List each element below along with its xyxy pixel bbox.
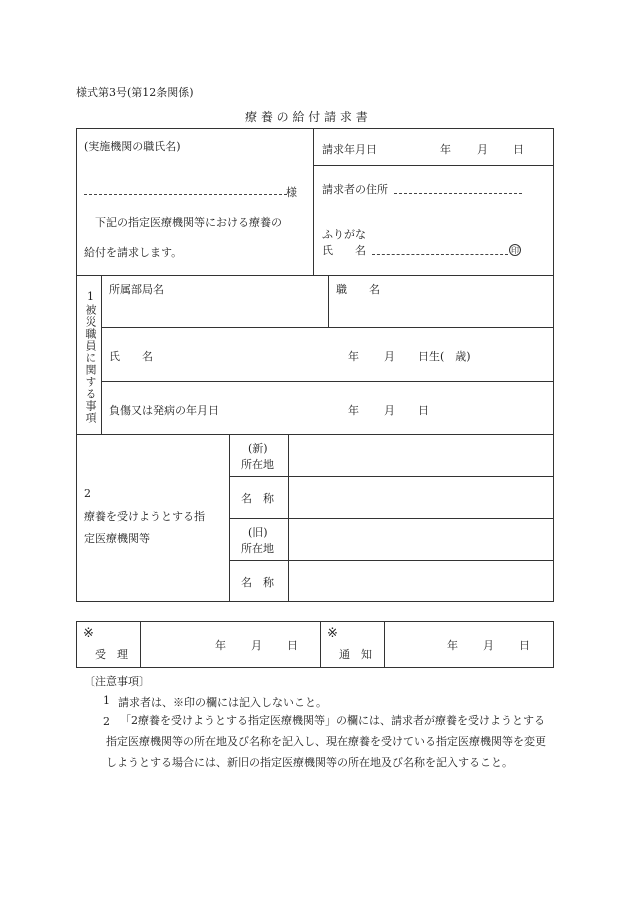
new-tag: (新): [248, 442, 268, 455]
form-number: 様式第3号(第12条関係): [76, 86, 194, 99]
recipient-name-line[interactable]: [84, 194, 287, 195]
recipient-header: (実施機関の職氏名): [84, 140, 181, 153]
new-location-label: 所在地: [241, 458, 274, 471]
note2-text: 「2療養を受けようとする指定医療機関等」の欄には、請求者が療養を受けようとする指定医療機関等の所在地及び名称を記入し、現在療養を受けている指定医療機関等を変更しようとする場合には、新旧の指定医療機関等の所在地及び名称を記入すること。: [106, 714, 546, 769]
address-line[interactable]: [394, 193, 522, 194]
furigana-label: ふりがな: [322, 228, 366, 241]
injury-day[interactable]: 日: [418, 404, 429, 417]
section2-number: 2: [84, 487, 91, 500]
injury-month[interactable]: 月: [384, 404, 395, 417]
request-date-year[interactable]: 年: [440, 143, 451, 156]
injury-date-label: 負傷又は発病の年月日: [109, 404, 219, 417]
old-name-label: 名 称: [241, 576, 274, 589]
post-label: 職 名: [336, 283, 380, 296]
notified-mark: ※: [327, 626, 338, 641]
request-text-line1: 下記の指定医療機関等における療養の: [95, 216, 282, 229]
received-year: 年: [215, 639, 226, 652]
birth-suffix: 日生( 歳): [418, 350, 471, 363]
request-date-month[interactable]: 月: [477, 143, 488, 156]
new-name-label: 名 称: [241, 492, 274, 505]
note1-number: 1: [103, 694, 110, 707]
old-name-field[interactable]: [290, 562, 552, 600]
notified-label: 通 知: [339, 648, 372, 661]
section1-heading: 1被災職員に関する事項: [84, 290, 97, 424]
requester-name-label: 氏 名: [322, 244, 366, 257]
form-title: 療 養 の 給 付 請 求 書: [245, 110, 368, 124]
notified-day: 日: [519, 639, 530, 652]
request-date-day[interactable]: 日: [513, 143, 524, 156]
old-location-field[interactable]: [290, 520, 552, 558]
notified-year: 年: [447, 639, 458, 652]
notified-month: 月: [483, 639, 494, 652]
address-label: 請求者の住所: [322, 183, 388, 196]
received-label: 受 理: [95, 648, 128, 661]
birth-month[interactable]: 月: [384, 350, 395, 363]
section2-heading-line1: 療養を受けようとする指: [84, 510, 205, 523]
injury-year[interactable]: 年: [348, 404, 359, 417]
birth-year[interactable]: 年: [348, 350, 359, 363]
old-tag: (旧): [248, 526, 268, 539]
note2-number: 2: [103, 715, 110, 728]
note1-text: 請求者は、※印の欄には記入しないこと。: [118, 696, 327, 709]
dept-label: 所属部局名: [109, 283, 164, 296]
new-location-field[interactable]: [290, 436, 552, 474]
honorific: 様: [286, 186, 297, 199]
old-location-label: 所在地: [241, 542, 274, 555]
request-text-line2: 給付を請求します。: [84, 246, 183, 259]
request-date-label: 請求年月日: [322, 143, 377, 156]
received-month: 月: [251, 639, 262, 652]
received-day: 日: [287, 639, 298, 652]
requester-name-line[interactable]: [372, 254, 508, 255]
received-mark: ※: [83, 626, 94, 641]
seal-icon: 印: [511, 246, 519, 255]
notes-header: 〔注意事項〕: [84, 675, 150, 688]
section2-heading-line2: 定医療機関等: [84, 532, 150, 545]
employee-name-label: 氏 名: [109, 350, 153, 363]
new-name-field[interactable]: [290, 478, 552, 516]
